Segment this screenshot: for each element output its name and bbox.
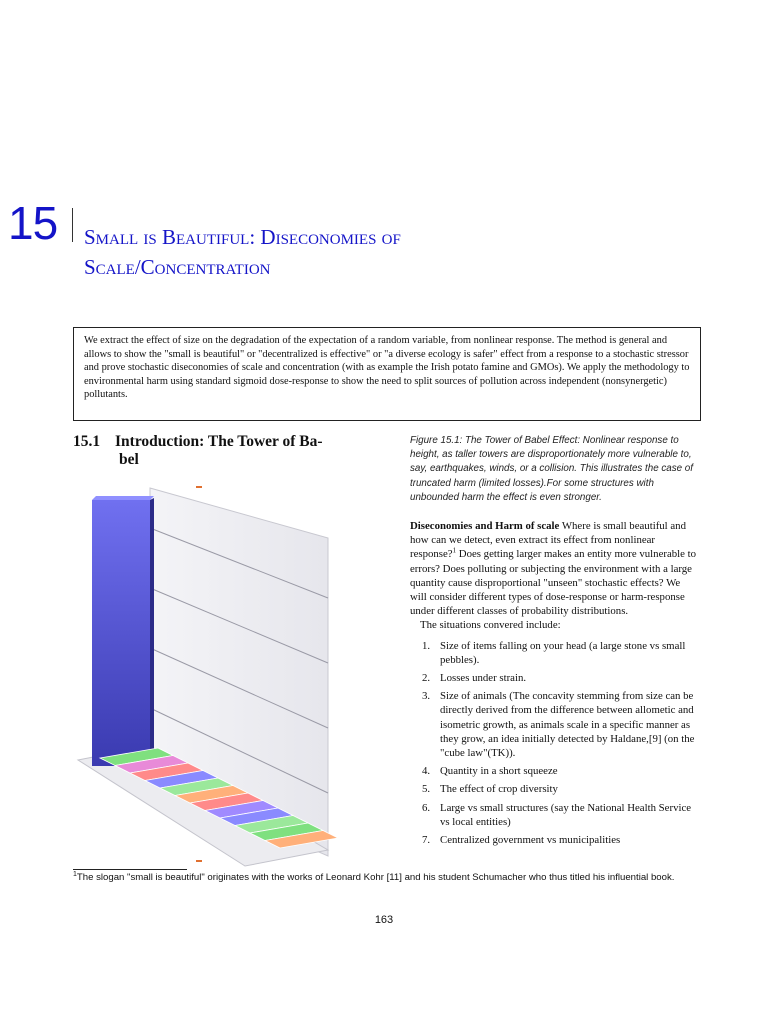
tall-bar-top: [92, 496, 154, 500]
list-item: [410, 801, 697, 829]
list-number: 1.: [422, 639, 431, 652]
footnote-rule: [73, 869, 187, 870]
page-number: 163: [374, 914, 394, 926]
footnote: [73, 871, 701, 885]
tower-of-babel-figure: [70, 478, 340, 868]
abstract-box: We extract the effect of size on the degradation of the expectation of a random variable, from nonlinear response. The method is general and allows to show the "small is beautiful" or "decentralized is effective" or "a diverse ecology is safer" effect from a response to a stochastic stressor and prove stochastic diseconomies of scale and concentration (with as example the Irish potato famine and GMOs). We apply the methodology to environmental harm using standard sigmoid dose-response to show the need to split sources of pollution across independent (nonsynergetic) pollutants.: [73, 327, 701, 421]
list-item: [410, 764, 697, 778]
chapter-title-line2: Scale/Concentration: [84, 255, 271, 279]
top-tick-mark: [196, 486, 202, 488]
body-text: [410, 519, 697, 851]
paragraph-1: [410, 519, 697, 618]
paragraph-lead: Diseconomies and Harm of scale: [410, 520, 560, 532]
list-number: 5.: [422, 783, 431, 796]
section-heading: [73, 433, 373, 469]
chapter-title-line1: Small is Beautiful: Diseconomies of: [84, 225, 401, 249]
section-title-line2: bel: [119, 451, 139, 468]
list-item: [410, 689, 697, 760]
list-number: 7.: [422, 834, 431, 847]
section-title-line1: Introduction: The Tower of Ba-: [115, 433, 323, 450]
footnote-mark: 1: [73, 870, 77, 878]
list-item: [410, 671, 697, 685]
tall-bar-side: [150, 498, 154, 768]
footnote-text: The slogan "small is beautiful" originates with the works of Leonard Kohr [11] and his student Schumacher who thus titled his influential book.: [76, 872, 675, 883]
list-text: Size of animals (The concavity stemming from size can be directly derived from the difference between allometic and isometric growth, as animals scale in a specific manner as they grow, an idea initially detected by Haldane,[9] (on the "cube law"(TK)).: [440, 690, 695, 760]
chapter-number: 15: [8, 197, 58, 249]
list-text: Losses under strain.: [440, 672, 527, 685]
list-text: Large vs small structures (say the National Health Service vs local entities): [440, 801, 692, 828]
chapter-title: [84, 222, 401, 282]
section-number: 15.1: [73, 433, 101, 450]
tall-bar: [92, 500, 150, 766]
list-text: The effect of crop diversity: [440, 783, 558, 796]
paragraph-2: The situations convered include:: [420, 619, 561, 632]
list-text: Size of items falling on your head (a large stone vs small pebbles).: [440, 639, 686, 666]
list-item: [410, 782, 697, 796]
situations-list: [410, 639, 697, 848]
list-number: 4.: [422, 765, 431, 778]
bottom-tick-mark: [196, 860, 202, 862]
list-number: 6.: [422, 801, 431, 814]
list-item: [410, 833, 697, 847]
list-text: Quantity in a short squeeze: [440, 765, 558, 778]
list-text: Centralized government vs municipalities: [440, 834, 621, 847]
paragraph-1-part-a: Where is small beautiful and how can we detect, even extract its effect from nonlinear response?: [410, 520, 686, 561]
figure-caption: Figure 15.1: The Tower of Babel Effect: Nonlinear response to height, as taller towers are disproportionately more vulnerable to, say, earthquakes, winds, or a collision. This illustrates the case of truncated harm (limited losses).For some structures with unbounded harm the effect is even stronger.: [410, 435, 693, 503]
list-item: [410, 639, 697, 667]
footnote-marker[interactable]: 1: [452, 546, 457, 555]
list-number: 3.: [422, 690, 431, 703]
list-number: 2.: [422, 672, 431, 685]
paragraph-1-part-b: Does getting larger makes an entity more vulnerable to errors? Does polluting or subjecting the environment with a large quantity cause disproportional "unseen" stochastic effects? We will consider different types of dose-response or harm-response under different classes of probability distributions.: [410, 548, 697, 618]
chapter-divider: [72, 208, 73, 242]
